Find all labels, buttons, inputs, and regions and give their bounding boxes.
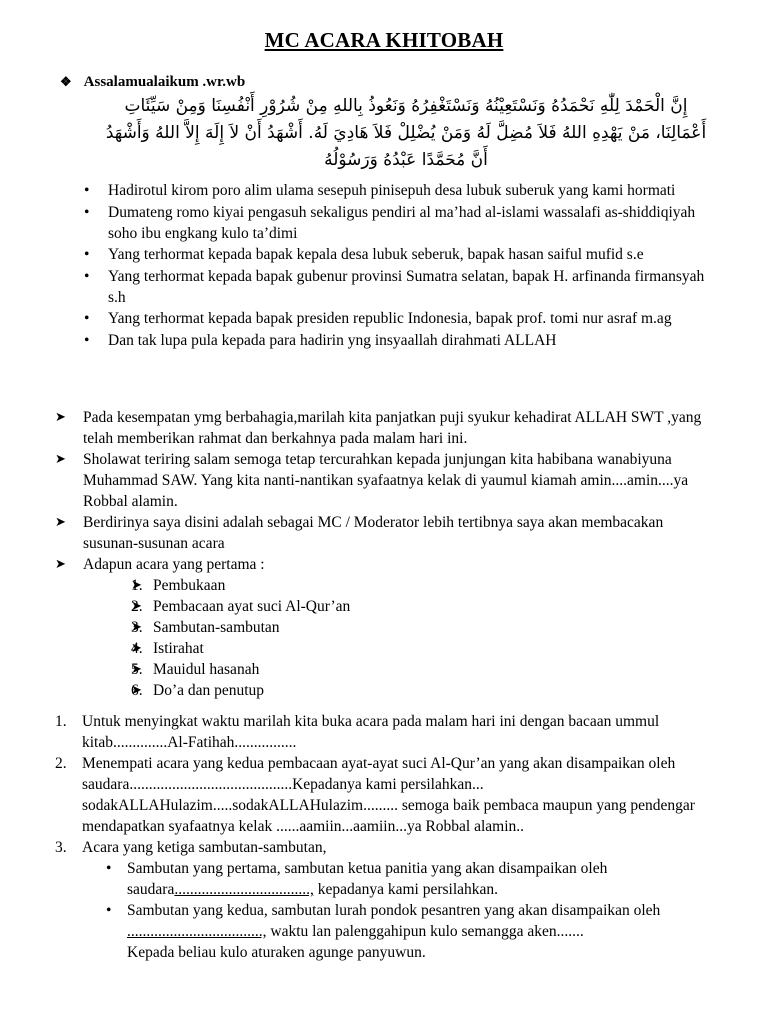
agenda-item (131, 617, 715, 638)
sambutan-item (104, 858, 735, 900)
sambutan-text-end: waktu lan palenggahipun kulo semangga aken....... (266, 923, 584, 940)
agenda-number: ➤ 6. (131, 682, 143, 699)
opening-point: ➤ Berdirinya saya disini adalah sebagai MC / Moderator lebih tertibnya saya akan membacakan susunan-susunan acara (55, 512, 715, 554)
agenda-intro: Adapun acara yang pertama : (83, 556, 265, 573)
opening-points-list (55, 407, 715, 701)
opening-point (55, 554, 715, 701)
sambutan-item (104, 900, 735, 963)
program-step (55, 837, 735, 963)
agenda-number: ➤ 4. (131, 640, 143, 657)
fill-in-blank: ..................................., (174, 881, 314, 898)
fill-in-blank: ..................................., (127, 923, 267, 940)
step-number: 1. (55, 713, 67, 730)
agenda-number: ➤ 2. (131, 598, 143, 615)
greeting-text: Assalamualaikum .wr.wb (83, 74, 246, 90)
sambutan-list (104, 858, 735, 963)
step-text: Menempati acara yang kedua pembacaan ayat-ayat suci Al-Qur’an yang akan disampaikan oleh saudara..........................................Kepadanya kami persilahkan... sodakALLAHulazim.....sodakALLAHulazim......... semoga baik pembaca maupun yang pendengar mendapatkan syafaatnya kelak ......aamiin...aamiin...ya Robbal alamin.. (82, 755, 695, 835)
agenda-text: Pembacaan ayat suci Al-Qur’an (153, 598, 351, 615)
agenda-item (131, 680, 715, 701)
honorific-item: • Yang terhormat kepada bapak kepala desa lubuk seberuk, bapak hasan saiful mufid s.e (80, 244, 720, 265)
agenda-text: Istirahat (153, 640, 204, 657)
honorific-item: • Yang terhormat kepada bapak gubenur provinsi Sumatra selatan, bapak H. arfinanda firmansyah s.h (80, 266, 720, 308)
agenda-text: Pembukaan (153, 577, 226, 594)
agenda-item (131, 596, 715, 617)
agenda-text: Mauidul hasanah (153, 661, 260, 678)
agenda-number: ➤ 1. (131, 577, 143, 594)
sambutan-text-end: kepadanya kami persilahkan. (313, 881, 499, 898)
agenda-number: ➤ 5. (131, 661, 143, 678)
program-step (55, 753, 735, 837)
opening-point: ➤ Pada kesempatan ymg berbahagia,marilah kita panjatkan puji syukur kehadirat ALLAH SWT ,yang telah memberikan rahmat dan berkahnya pada malam hari ini. (55, 407, 715, 449)
opening-point: ➤ Sholawat teriring salam semoga tetap tercurahkan kepada junjungan kita habibana wanabiyuna Muhammad SAW. Yang kita nanti-nantikan syafaatnya kelak di yaumul kiamah amin....amin....ya Robbal alamin. (55, 449, 715, 512)
step-number: 2. (55, 755, 67, 772)
step-text: Acara yang ketiga sambutan-sambutan, (82, 839, 327, 856)
agenda-text: Sambutan-sambutan (153, 619, 280, 636)
agenda-text: Do’a dan penutup (153, 682, 265, 699)
diamond-bullet-icon: ❖ (60, 74, 72, 89)
step-number: 3. (55, 839, 67, 856)
program-step (55, 711, 735, 753)
step-text: Untuk menyingkat waktu marilah kita buka acara pada malam hari ini dengan bacaan ummul kitab..............Al-Fatihah................ (82, 713, 660, 751)
document-title: MC ACARA KHITOBAH (264, 28, 504, 52)
sambutan-text: Sambutan yang pertama, sambutan ketua panitia yang akan disampaikan oleh saudara (127, 860, 608, 898)
program-steps-list (55, 711, 735, 963)
honorific-item: • Dan tak lupa pula kepada para hadirin yng insyaallah dirahmati ALLAH (80, 330, 720, 351)
arabic-opening-prayer: إِنَّ الْحَمْدَ لِلّٰهِ نَحْمَدُهُ وَنَسْتَعِيْنُهُ وَنَسْتَغْفِرُهُ وَنَعُوذُ بِاللهِ مِنْ شُرُوْرِ أَنْفُسِنَا وَمِنْ سَيِّئَاتِ أَعْمَالِنَا، مَنْ يَهْدِهِ اللهُ فَلاَ مُضِلَّ لَهُ وَمَنْ يُضْلِلْ فَلاَ هَادِيَ لَهُ. أَشْهَدُ أَنْ لاَ إِلَهَ إِلاَّ اللهُ وَأَشْهَدُ أَنَّ مُحَمَّدًا عَبْدُهُ وَرَسُوْلُهُ (105, 96, 707, 170)
agenda-item (131, 575, 715, 596)
honorific-item: • Yang terhormat kepada bapak presiden republic Indonesia, bapak prof. tomi nur asraf m.ag (80, 308, 720, 329)
agenda-item (131, 638, 715, 659)
sambutan-closing-line: Kepada beliau kulo aturaken agunge panyuwun. (127, 944, 426, 961)
honorific-item: • Hadirotul kirom poro alim ulama sesepuh pinisepuh desa lubuk suberuk yang kami hormati (80, 180, 720, 201)
honorifics-list (80, 180, 720, 351)
sambutan-text: Sambutan yang kedua, sambutan lurah pondok pesantren yang akan disampaikan oleh (127, 902, 661, 919)
honorific-item: • Dumateng romo kiyai pengasuh sekaligus pendiri al ma’had al-islami wassalafi as-shiddiqiyah soho ibu engkang kulo ta’dimi (80, 202, 720, 244)
agenda-number: ➤ 3. (131, 619, 143, 636)
greeting-line (60, 71, 245, 93)
agenda-item (131, 659, 715, 680)
agenda-list (131, 575, 715, 701)
